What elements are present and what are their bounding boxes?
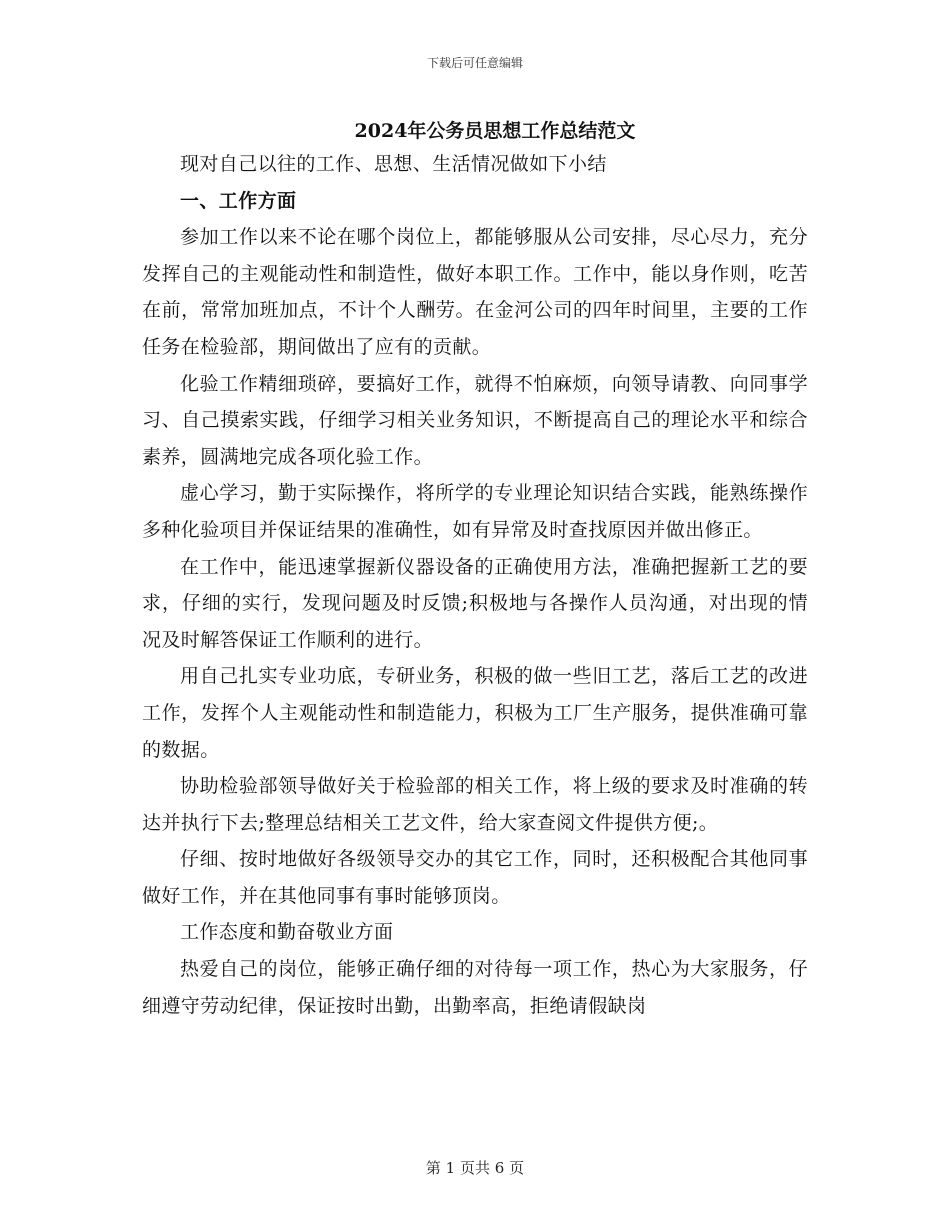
- document-title: 2024年公务员思想工作总结范文: [354, 120, 636, 142]
- body-paragraph: 协助检验部领导做好关于检验部的相关工作，将上级的要求及时准确的转达并执行下去;整理总结相关工艺文件，给大家查阅文件提供方便;。: [142, 775, 808, 834]
- document-body: [142, 146, 808, 1024]
- intro-paragraph: 现对自己以往的工作、思想、生活情况做如下小结: [180, 153, 607, 175]
- subsection-label: 工作态度和勤奋敬业方面: [180, 921, 394, 944]
- body-paragraph: 在工作中，能迅速掌握新仪器设备的正确使用方法，准确把握新工艺的要求，仔细的实行，发现问题及时反馈;积极地与各操作人员沟通，对出现的情况及时解答保证工作顺利的进行。: [142, 555, 808, 651]
- body-paragraph: 化验工作精细琐碎，要搞好工作，就得不怕麻烦，向领导请教、向同事学习、自己摸索实践，仔细学习相关业务知识，不断提高自己的理论水平和综合素养，圆满地完成各项化验工作。: [142, 372, 808, 468]
- body-paragraph: 虚心学习，勤于实际操作，将所学的专业理论知识结合实践，能熟练操作多种化验项目并保证结果的准确性，如有异常及时查找原因并做出修正。: [142, 482, 808, 541]
- header-note: 下载后可任意编辑: [426, 56, 523, 70]
- section-heading: 一、工作方面: [180, 189, 297, 212]
- body-paragraph: 仔细、按时地做好各级领导交办的其它工作，同时，还积极配合其他同事做好工作，并在其他同事有事时能够顶岗。: [142, 848, 808, 907]
- body-paragraph: 热爱自己的岗位，能够正确仔细的对待每一项工作，热心为大家服务，仔细遵守劳动纪律，保证按时出勤，出勤率高，拒绝请假缺岗: [142, 958, 808, 1017]
- page-footer: 第 1 页共 6 页: [425, 1159, 525, 1177]
- body-paragraph: 用自己扎实专业功底，专研业务，积极的做一些旧工艺，落后工艺的改进工作，发挥个人主观能动性和制造能力，积极为工厂生产服务，提供准确可靠的数据。: [142, 665, 808, 761]
- body-paragraph: 参加工作以来不论在哪个岗位上，都能够服从公司安排，尽心尽力，充分发挥自己的主观能动性和制造性，做好本职工作。工作中，能以身作则，吃苦在前，常常加班加点，不计个人酬劳。在金河公司的四年时间里，主要的工作任务在检验部，期间做出了应有的贡献。: [142, 226, 808, 358]
